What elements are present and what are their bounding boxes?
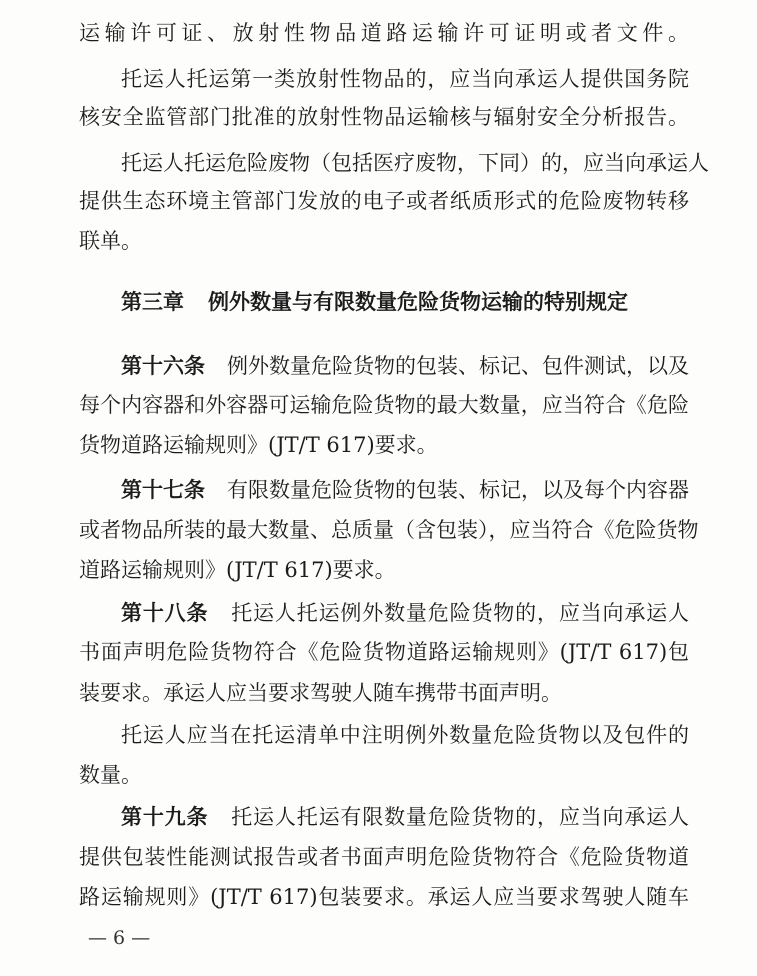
article-label: 第十六条 <box>121 354 205 378</box>
text-line: 书面声明危险货物符合《危险货物道路运输规则》(JT/T 617)包 <box>79 640 689 664</box>
text-line: 道路运输规则》(JT/T 617)要求。 <box>79 558 396 582</box>
article-line <box>121 598 689 628</box>
text-line: 提供生态环境主管部门发放的电子或者纸质形式的危险废物转移 <box>79 189 689 213</box>
text-line: 提供包装性能测试报告或者书面声明危险货物符合《危险货物道 <box>79 845 689 869</box>
text-line: 或者物品所装的最大数量、总质量（含包装），应当符合《危险货物 <box>79 518 699 542</box>
text-line: 运输许可证、放射性物品道路运输许可证明或者文件。 <box>79 21 689 45</box>
text-line: 联单。 <box>79 229 142 253</box>
text-line: 托运人托运危险废物（包括医疗废物，下同）的，应当向承运人 <box>121 151 709 175</box>
article-line <box>121 802 689 832</box>
article-text: 例外数量危险货物的包装、标记、包件测试，以及 <box>227 354 689 378</box>
article-text: 托运人托运例外数量危险货物的，应当向承运人 <box>230 601 690 625</box>
page-number: — 6 — <box>88 927 151 949</box>
chapter-number: 第三章 <box>121 290 184 314</box>
text-line: 数量。 <box>79 763 142 787</box>
article-line <box>121 475 689 505</box>
article-label: 第十九条 <box>121 805 209 829</box>
article-label: 第十七条 <box>121 478 205 502</box>
text-line: 托运人应当在托运清单中注明例外数量危险货物以及包件的 <box>121 723 689 747</box>
article-label: 第十八条 <box>121 601 209 625</box>
article-line <box>121 351 689 381</box>
text-line: 托运人托运第一类放射性物品的，应当向承运人提供国务院 <box>121 67 689 91</box>
article-text: 有限数量危险货物的包装、标记，以及每个内容器 <box>227 478 689 502</box>
text-line: 核安全监管部门批准的放射性物品运输核与辐射安全分析报告。 <box>79 105 689 129</box>
chapter-heading <box>121 287 628 317</box>
text-line: 每个内容器和外容器可运输危险货物的最大数量，应当符合《危险 <box>79 393 689 417</box>
text-line: 装要求。承运人应当要求驾驶人随车携带书面声明。 <box>79 681 562 705</box>
chapter-title: 例外数量与有限数量危险货物运输的特别规定 <box>208 290 628 314</box>
text-line: 货物道路运输规则》(JT/T 617)要求。 <box>79 433 438 457</box>
text-line: 路运输规则》(JT/T 617)包装要求。承运人应当要求驾驶人随车 <box>79 885 689 909</box>
article-text: 托运人托运有限数量危险货物的，应当向承运人 <box>230 805 690 829</box>
